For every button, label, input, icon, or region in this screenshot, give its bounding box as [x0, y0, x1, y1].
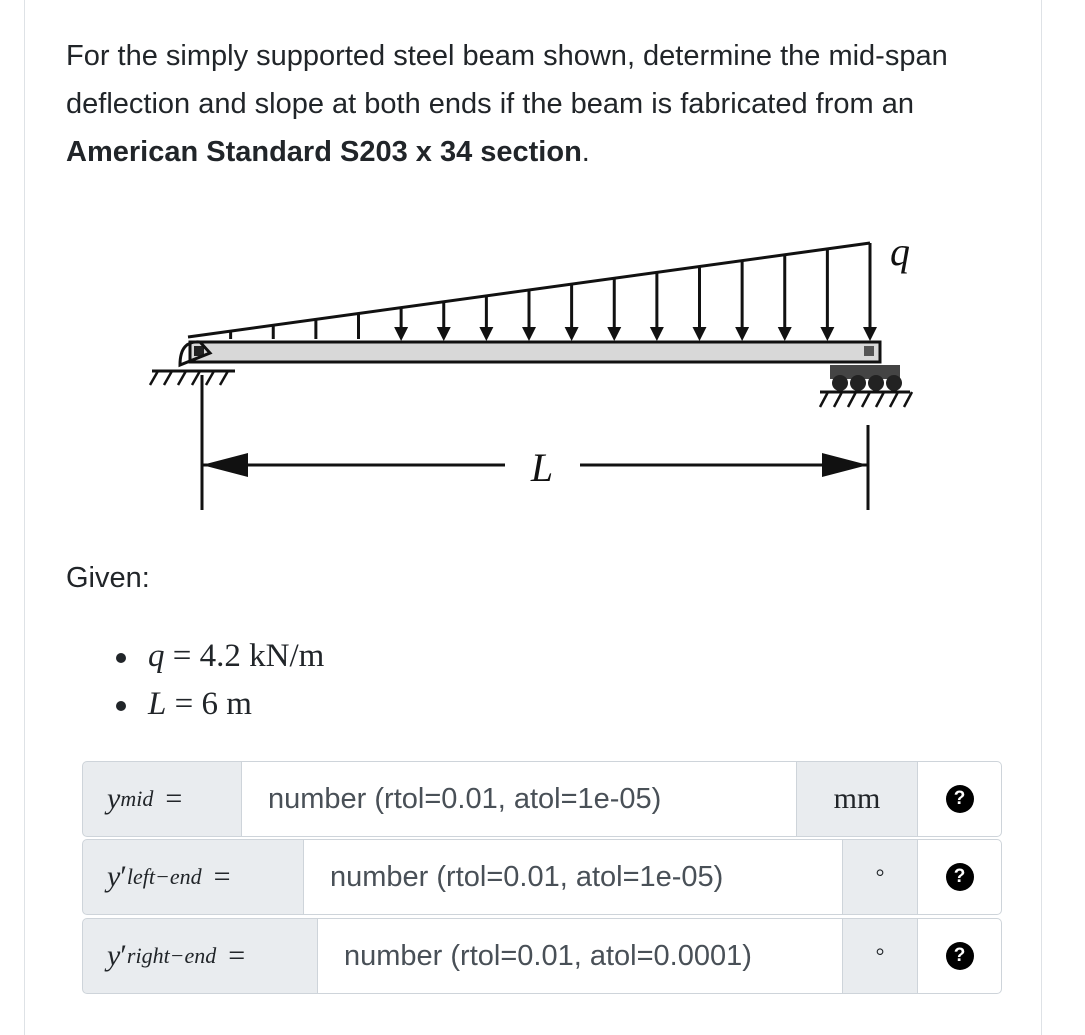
load-arrow-head [565, 327, 579, 341]
degree-symbol: ° [875, 943, 885, 968]
answer-eq: = [228, 939, 246, 972]
given-symbol: L [148, 686, 167, 722]
roller-1 [832, 375, 848, 391]
dim-arrow-right [822, 453, 868, 477]
problem-statement [66, 32, 1006, 176]
answer-input-right-end[interactable]: number (rtol=0.01, atol=0.0001) [318, 918, 842, 994]
answer-label [82, 839, 304, 915]
answer-subscript: left−end [126, 864, 202, 889]
answer-symbol: y [107, 939, 121, 972]
load-arrow-head [735, 327, 749, 341]
load-arrow-head [479, 327, 493, 341]
question-mark-icon: ? [946, 942, 974, 970]
answer-unit [842, 918, 918, 994]
prompt-period: . [581, 136, 590, 168]
given-heading: Given: [66, 562, 150, 594]
answer-label [82, 761, 242, 837]
length-label: L [530, 445, 554, 490]
answer-eq: = [213, 860, 231, 893]
load-arrow-head [693, 327, 707, 341]
help-button[interactable] [918, 761, 1002, 837]
load-arrow-head [437, 327, 451, 341]
roller-4 [886, 375, 902, 391]
left-ground-hatch [150, 371, 228, 385]
question-mark-icon: ? [946, 785, 974, 813]
load-label: q [890, 229, 910, 274]
given-list [112, 632, 324, 728]
load-arrows [231, 243, 877, 341]
answer-subscript: right−end [126, 943, 217, 968]
help-button[interactable] [918, 918, 1002, 994]
load-arrow-head [650, 327, 664, 341]
dim-arrow-left [202, 453, 248, 477]
answer-unit: mm [796, 761, 918, 837]
answer-input-left-end[interactable]: number (rtol=0.01, atol=1e-05) [304, 839, 842, 915]
answer-row-mid-deflection [82, 761, 1002, 837]
answer-symbol: y [107, 782, 121, 815]
prompt-bold-section: American Standard S203 x 34 section [66, 136, 582, 168]
degree-symbol: ° [875, 864, 885, 889]
roller-2 [850, 375, 866, 391]
question-mark-icon: ? [946, 863, 974, 891]
given-value: 6 m [201, 686, 252, 722]
answer-symbol: y [107, 860, 121, 893]
load-arrow-head [778, 327, 792, 341]
given-item-q [112, 632, 324, 680]
bullet [116, 653, 126, 663]
answer-subscript: mid [120, 786, 154, 811]
right-pin [864, 346, 874, 356]
load-arrow-head [863, 327, 877, 341]
load-arrow-head [394, 327, 408, 341]
answer-eq: = [165, 782, 183, 815]
given-value: 4.2 kN/m [199, 638, 325, 674]
load-arrow-head [522, 327, 536, 341]
answer-row-left-slope [82, 839, 1002, 915]
given-symbol: q [148, 638, 165, 674]
beam-figure [140, 225, 940, 525]
answer-row-right-slope [82, 918, 1002, 994]
given-item-l [112, 680, 324, 728]
answer-input-mid[interactable]: number (rtol=0.01, atol=1e-05) [242, 761, 796, 837]
answer-label [82, 918, 318, 994]
right-ground-hatch [820, 392, 912, 407]
bullet [116, 701, 126, 711]
answer-prime: ′ [120, 939, 127, 972]
prompt-text: For the simply supported steel beam shown, determine the mid-span deflection and slope at both ends if the beam is fabricated from an [66, 40, 948, 120]
given-eq: = [174, 686, 194, 722]
given-eq: = [172, 638, 192, 674]
roller-3 [868, 375, 884, 391]
beam [190, 342, 880, 362]
answer-prime: ′ [120, 860, 127, 893]
answer-unit [842, 839, 918, 915]
help-button[interactable] [918, 839, 1002, 915]
load-arrow-head [820, 327, 834, 341]
load-arrow-head [607, 327, 621, 341]
